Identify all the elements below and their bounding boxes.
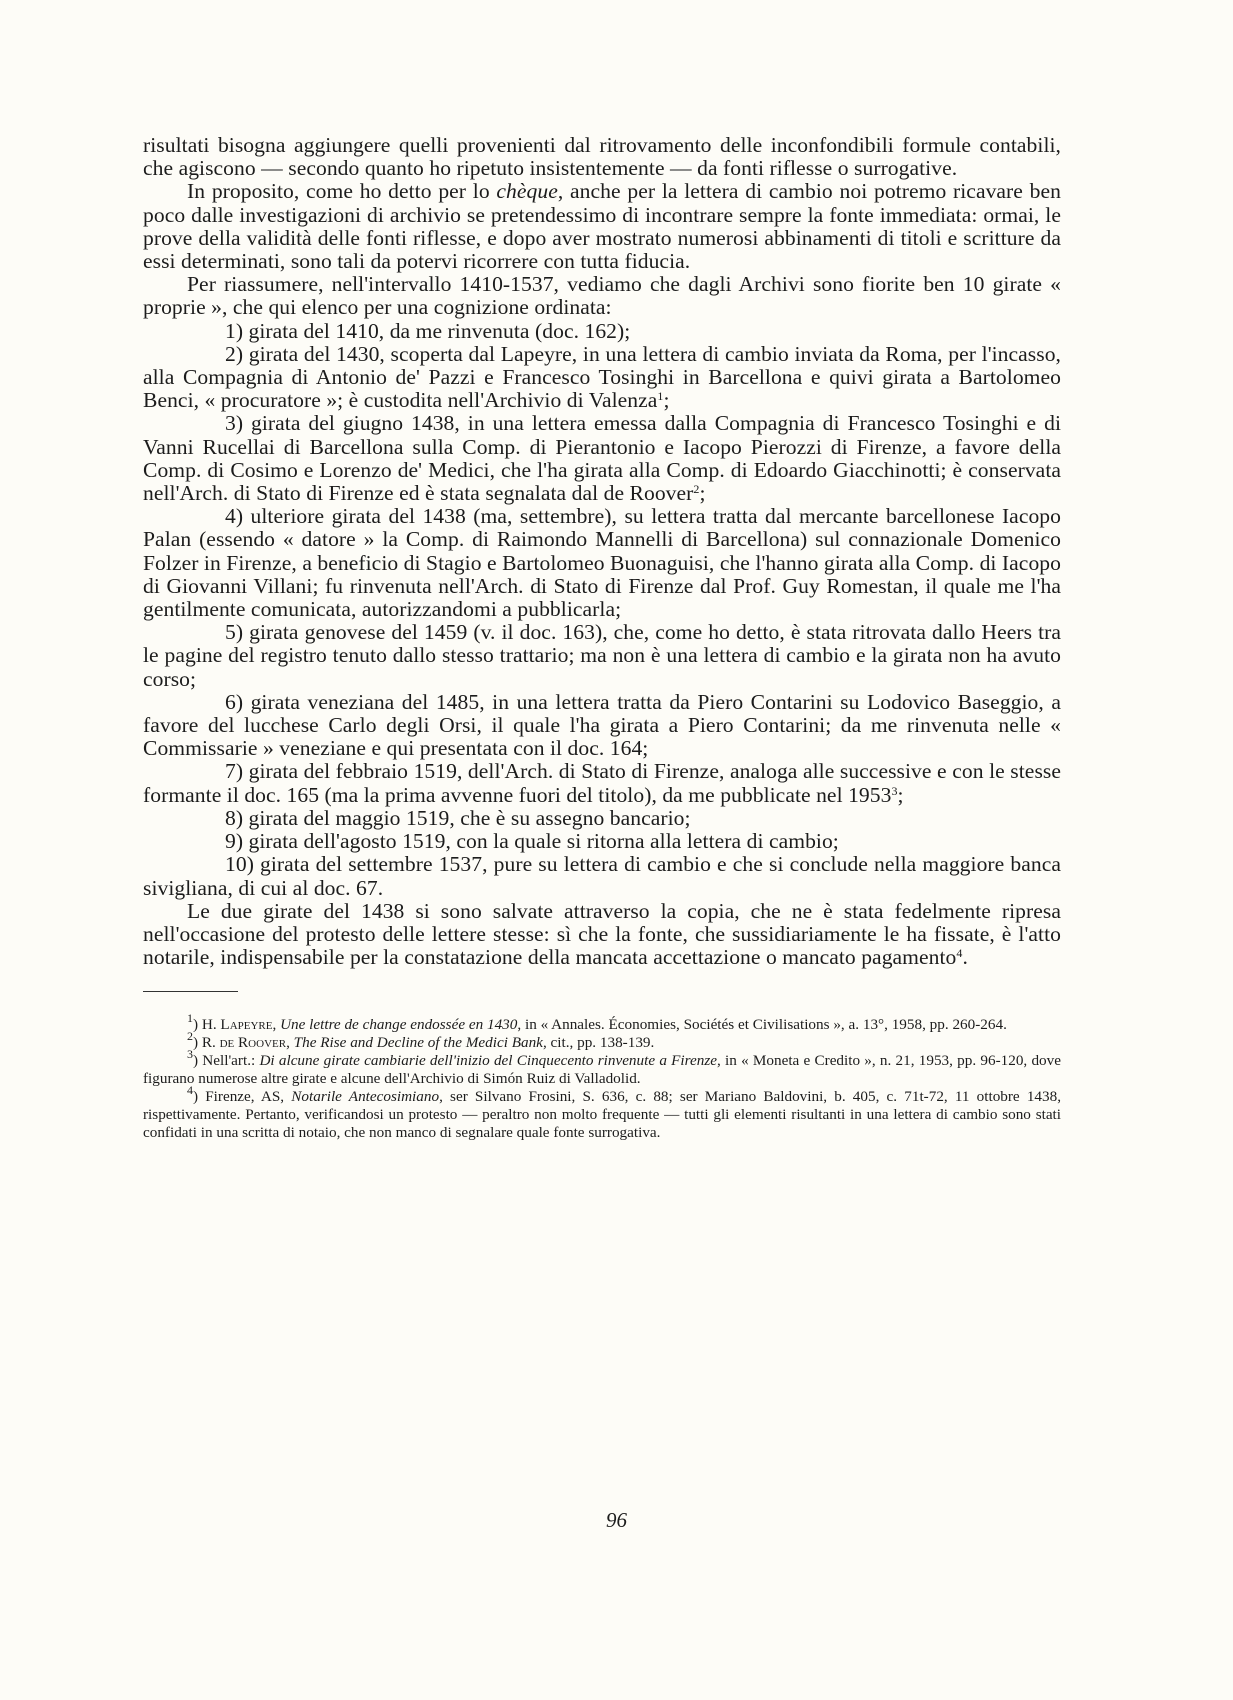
- paragraph-riassumere: Per riassumere, nell'intervallo 1410-1537, vediamo che dagli Archivi sono fiorite ben 10 girate « proprie », che qui elenco per una cognizione ordinata:: [143, 272, 1061, 320]
- footnote-ref[interactable]: 3: [891, 783, 898, 798]
- list-item: 2) girata del 1430, scoperta dal Lapeyre, in una lettera di cambio inviata da Roma, per l'incasso, alla Compagnia di Antonio de' Pazzi e Francesco Tosinghi in Barcellona e quivi girata a Bartolomeo Benci, « procuratore »; è custodita nell'Archivio di Valenza$^1$;: [143, 341, 1061, 413]
- list-item: 10) girata del settembre 1537, pure su lettera di cambio e che si conclude nella maggiore banca sivigliana, di cui al doc. 67.: [143, 852, 1061, 900]
- footnote: $^2$) R. de Roover, The Rise and Decline of the Medici Bank, cit., pp. 138-139.: [187, 1029, 655, 1052]
- footnote-ref[interactable]: 1: [657, 389, 664, 404]
- list-item: 3) girata del giugno 1438, in una lettera emessa dalla Compagnia di Francesco Tosinghi e di Vanni Rucellai di Barcellona sulla Comp. di Pierantonio e Iacopo Pierozzi di Firenze, a favore della Comp. di Cosimo e Lorenzo de' Medici, che l'ha girata alla Comp. di Edoardo Giacchinotti; è conservata nell'Arch. di Stato di Firenze ed è stata segnalata dal de Roover$^2$;: [143, 411, 1061, 506]
- list-item: 9) girata dell'agosto 1519, con la quale si ritorna alla lettera di cambio;: [225, 829, 839, 854]
- list-item: 4) ulteriore girata del 1438 (ma, settembre), su lettera tratta dal mercante barcellonese Iacopo Palan (essendo « datore » la Comp. di Raimondo Mannelli di Barcellona) sul connazionale Domenico Folzer in Firenze, a beneficio di Stagio e Bartolomeo Buonaguisi, che l'hanno girata alla Comp. di Iacopo di Giovanni Villani; fu rinvenuta nell'Arch. di Stato di Firenze dal Prof. Guy Romestan, il quale me l'ha gentilmente comunicata, autorizzandomi a pubblicarla;: [143, 504, 1061, 622]
- main-text: [143, 134, 1061, 969]
- footnote: $^3$) Nell'art.: Di alcune girate cambiarie dell'inizio del Cinquecento rinvenute a Firenze, in « Moneta e Credito », n. 21, 1953, pp. 96-120, dove figurano numerose altre girate e alcune dell'Archivio di Simón Ruiz di Valladolid.: [143, 1047, 1061, 1088]
- footnotes: [143, 1011, 1062, 1142]
- footnote: $^4$) Firenze, AS, Notarile Antecosimiano, ser Silvano Frosini, S. 636, c. 88; ser Mariano Baldovini, b. 405, c. 71t-72, 11 ottobre 1438, rispettivamente. Pertanto, verificandosi un protesto — peraltro non molto frequente — tutti gli elementi risultanti in una lettera di cambio sono stati confidati in una scritta di notaio, che non manco di segnalare quale fonte surrogativa.: [143, 1083, 1062, 1142]
- emphasis-cheque: chèque: [496, 179, 558, 204]
- list-item: 7) girata del febbraio 1519, dell'Arch. di Stato di Firenze, analoga alle successive e con le stesse formante il doc. 165 (ma la prima avvenne fuori del titolo), da me pubblicate nel 1953$^3$;: [143, 759, 1061, 807]
- paragraph-proposito: In proposito, come ho detto per lo chèque, anche per la lettera di cambio noi potremo ricavare ben poco dalle investigazioni di archivio se pretendessimo di incontrare sempre la fonte immediata: ormai, le prove della validità delle fonti riflesse, e dopo aver mostrato numerosi abbinamenti di titoli e scritture da essi determinati, sono tali da potervi ricorrere con tutta fiducia.: [143, 179, 1061, 274]
- footnote: $^1$) H. Lapeyre, Une lettre de change endossée en 1430, in « Annales. Économies, Sociétés et Civilisations », a. 13°, 1958, pp. 260-264.: [187, 1011, 1007, 1034]
- footnote-ref[interactable]: 2: [693, 482, 700, 497]
- footnote-ref[interactable]: 4: [956, 946, 963, 961]
- page-number: 96: [606, 1508, 627, 1532]
- footnote-divider: [143, 991, 238, 992]
- list-item: 1) girata del 1410, da me rinvenuta (doc. 162);: [225, 318, 631, 343]
- paragraph-continuation: risultati bisogna aggiungere quelli provenienti dal ritrovamento delle inconfondibili formule contabili, che agiscono — secondo quanto ho ripetuto insistentemente — da fonti riflesse o surrogative.: [143, 133, 1061, 181]
- list-item: 5) girata genovese del 1459 (v. il doc. 163), che, come ho detto, è stata ritrovata dallo Heers tra le pagine del registro tenuto dallo stesso trattario; ma non è una lettera di cambio e la girata non ha avuto corso;: [143, 620, 1061, 691]
- page-content: [143, 134, 1061, 1142]
- list-item: 6) girata veneziana del 1485, in una lettera tratta da Piero Contarini su Lodovico Baseggio, a favore del lucchese Carlo degli Orsi, il quale l'ha girata a Piero Contarini; da me rinvenuta nelle « Commissarie » veneziane e qui presentata con il doc. 164;: [143, 689, 1061, 761]
- list-item: 8) girata del maggio 1519, che è su assegno bancario;: [225, 805, 691, 830]
- paragraph-girate-1438: Le due girate del 1438 si sono salvate attraverso la copia, che ne è stata fedelmente ripresa nell'occasione del protesto delle lettere stesse: sì che la fonte, che sussidiariamente le ha fissate, è l'atto notarile, indispensabile per la constatazione della mancata accettazione o mancato pagamento$^4$.: [143, 898, 1061, 970]
